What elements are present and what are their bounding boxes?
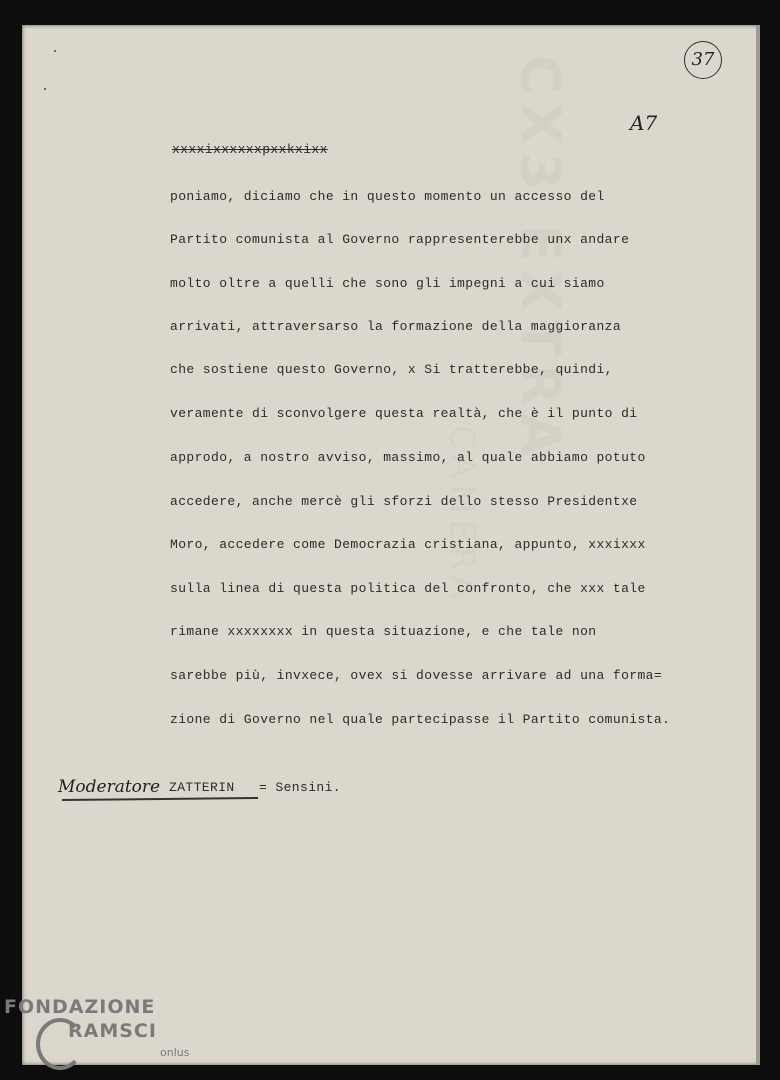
text-line: Partito comunista al Governo rappresenterebbe unx andare [170, 232, 630, 247]
text-line: poniamo, diciamo che in questo momento un accesso del [170, 189, 605, 204]
text-line: arrivati, attraversarso la formazione della maggioranza [170, 319, 622, 334]
text-line: sarebbe più, invxece, ovex si dovesse arrivare ad una forma= [170, 668, 663, 683]
moderator-speaker: = Sensini. [259, 780, 342, 795]
fondazione-gramsci-logo [4, 994, 204, 1074]
text-line: approdo, a nostro avviso, massimo, al quale abbiamo potuto [170, 450, 646, 465]
text-line: sulla linea di questa politica del confronto, che xxx tale [170, 581, 646, 596]
text-line: accedere, anche mercè gli sforzi dello stesso Presidentxe [170, 494, 638, 509]
text-line: molto oltre a quelli che sono gli impegni a cui siamo [170, 276, 605, 291]
text-line: rimane xxxxxxxx in questa situazione, e che tale non [170, 624, 597, 639]
page-edge [756, 25, 760, 1065]
document-page [22, 25, 760, 1065]
page-number: 37 [684, 41, 722, 79]
logo-line3: onlus [160, 1046, 190, 1059]
document-reference: A7 [630, 111, 658, 135]
watermark: CX3 EXTRA [509, 55, 572, 464]
speck [44, 88, 46, 90]
moderator-underline [62, 797, 258, 801]
text-line: Moro, accedere come Democrazia cristiana, appunto, xxxixxx [170, 537, 646, 552]
moderator-label: Moderatore [58, 777, 161, 797]
text-line: che sostiene questo Governo, x Si tratterebbe, quindi, [170, 362, 613, 377]
text-line: zione di Governo nel quale partecipasse il Partito comunista. [170, 712, 671, 727]
moderator-name: ZATTERIN [169, 780, 235, 795]
logo-line1: FONDAZIONE [4, 996, 156, 1018]
struck-header: xxxxixxxxxxpxxkxixx [172, 142, 328, 157]
watermark-secondary: CAMERA [442, 425, 482, 605]
text-line: veramente di sconvolgere questa realtà, che è il punto di [170, 406, 638, 421]
logo-line2: RAMSCI [68, 1020, 157, 1042]
speck [54, 50, 56, 52]
